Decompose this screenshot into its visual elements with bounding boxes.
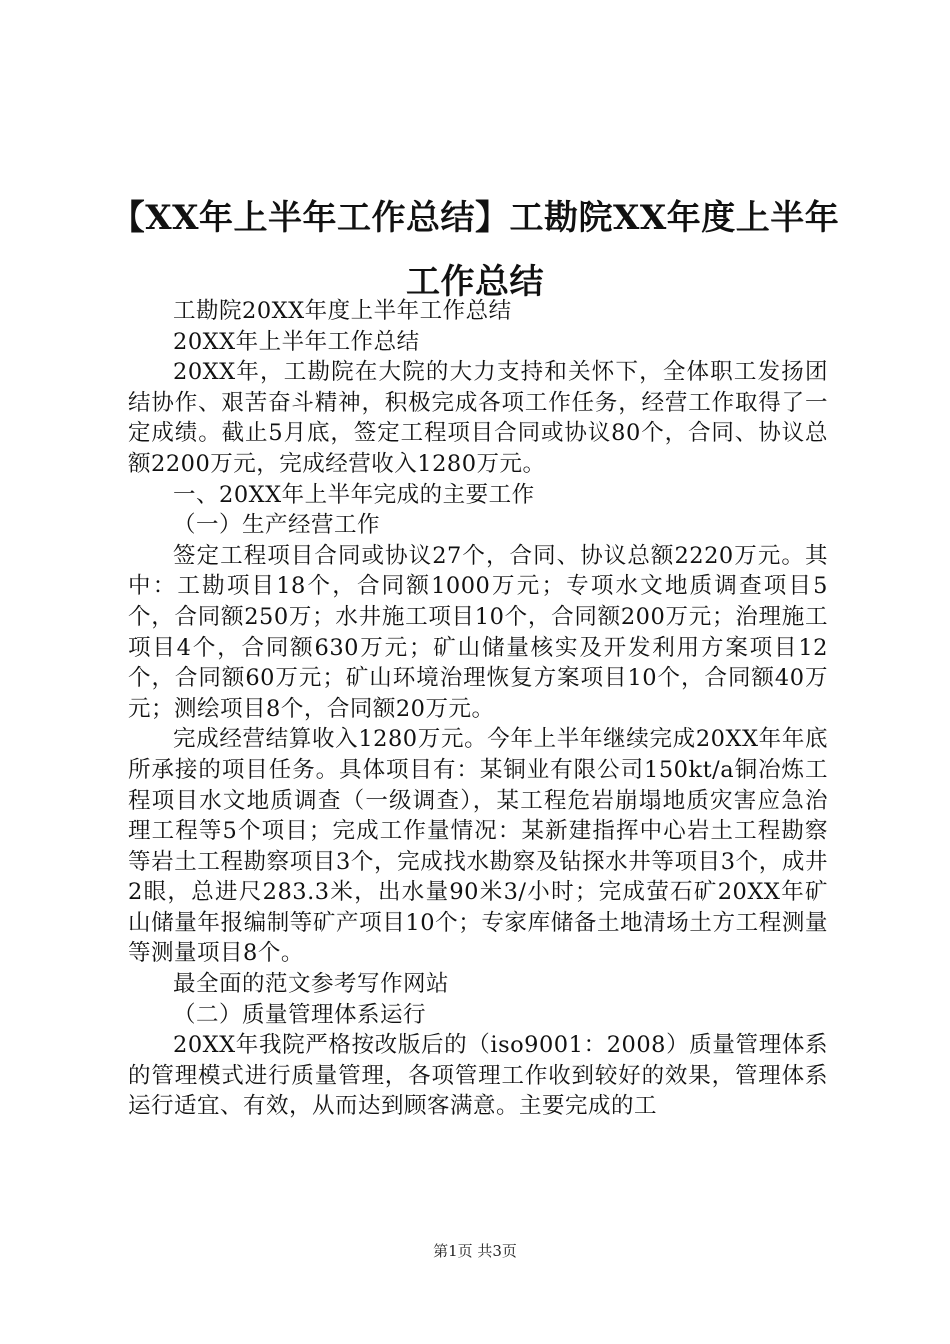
paragraph-contracts: 签定工程项目合同或协议27个，合同、协议总额2220万元。其中：工勘项目18个，合同额1000万元；专项水文地质调查项目5个，合同额250万；水井施工项目10个，合同额200万元；治理施工项目4个，合同额630万元；矿山储量核实及开发利用方案项目12个，合同额60万元；矿山环境治理恢复方案项目10个，合同额40万元；测绘项目8个，合同额20万元。 bbox=[128, 542, 828, 722]
section-heading-main-work: 一、20XX年上半年完成的主要工作 bbox=[173, 481, 535, 508]
paragraph-revenue: 完成经营结算收入1280万元。今年上半年继续完成20XX年年底所承接的项目任务。具体项目有：某铜业有限公司150kt/a铜冶炼工程项目水文地质调查（一级调查），某工程危岩崩塌地质灾害应急治理工程等5个项目；完成工作量情况：某新建指挥中心岩土工程勘察等岩土工程勘察项目3个，完成找水勘察及钻探水井等项目3个，成井2眼，总进尺283.3米，出水量90米3/小时；完成萤石矿20XX年矿山储量年报编制等矿产项目10个；专家库储备土地清场土方工程测量等测量项目8个。 bbox=[128, 726, 828, 967]
document-body bbox=[128, 296, 828, 1122]
page-number: 第1页 共3页 bbox=[433, 1242, 517, 1260]
paragraph-heading-summary: 20XX年上半年工作总结 bbox=[173, 328, 420, 355]
paragraph-quality: 20XX年我院严格按改版后的（iso9001：2008）质量管理体系的管理模式进行质量管理，各项管理工作收到较好的效果，管理体系运行适宜、有效，从而达到顾客满意。主要完成的工 bbox=[128, 1032, 828, 1120]
paragraph-intro: 20XX年，工勘院在大院的大力支持和关怀下，全体职工发扬团结协作、艰苦奋斗精神，积极完成各项工作任务，经营工作取得了一定成绩。截止5月底，签定工程项目合同或协议80个，合同、协议总额2200万元，完成经营收入1280万元。 bbox=[128, 359, 828, 477]
subsection-heading-production: （一）生产经营工作 bbox=[173, 512, 381, 539]
paragraph-heading-org: 工勘院20XX年度上半年工作总结 bbox=[173, 298, 512, 324]
paragraph-website-note: 最全面的范文参考写作网站 bbox=[173, 971, 450, 998]
document-title: 【XX年上半年工作总结】工勘院XX年度上半年工作总结 bbox=[110, 198, 840, 302]
subsection-heading-quality: （二）质量管理体系运行 bbox=[173, 1001, 427, 1028]
